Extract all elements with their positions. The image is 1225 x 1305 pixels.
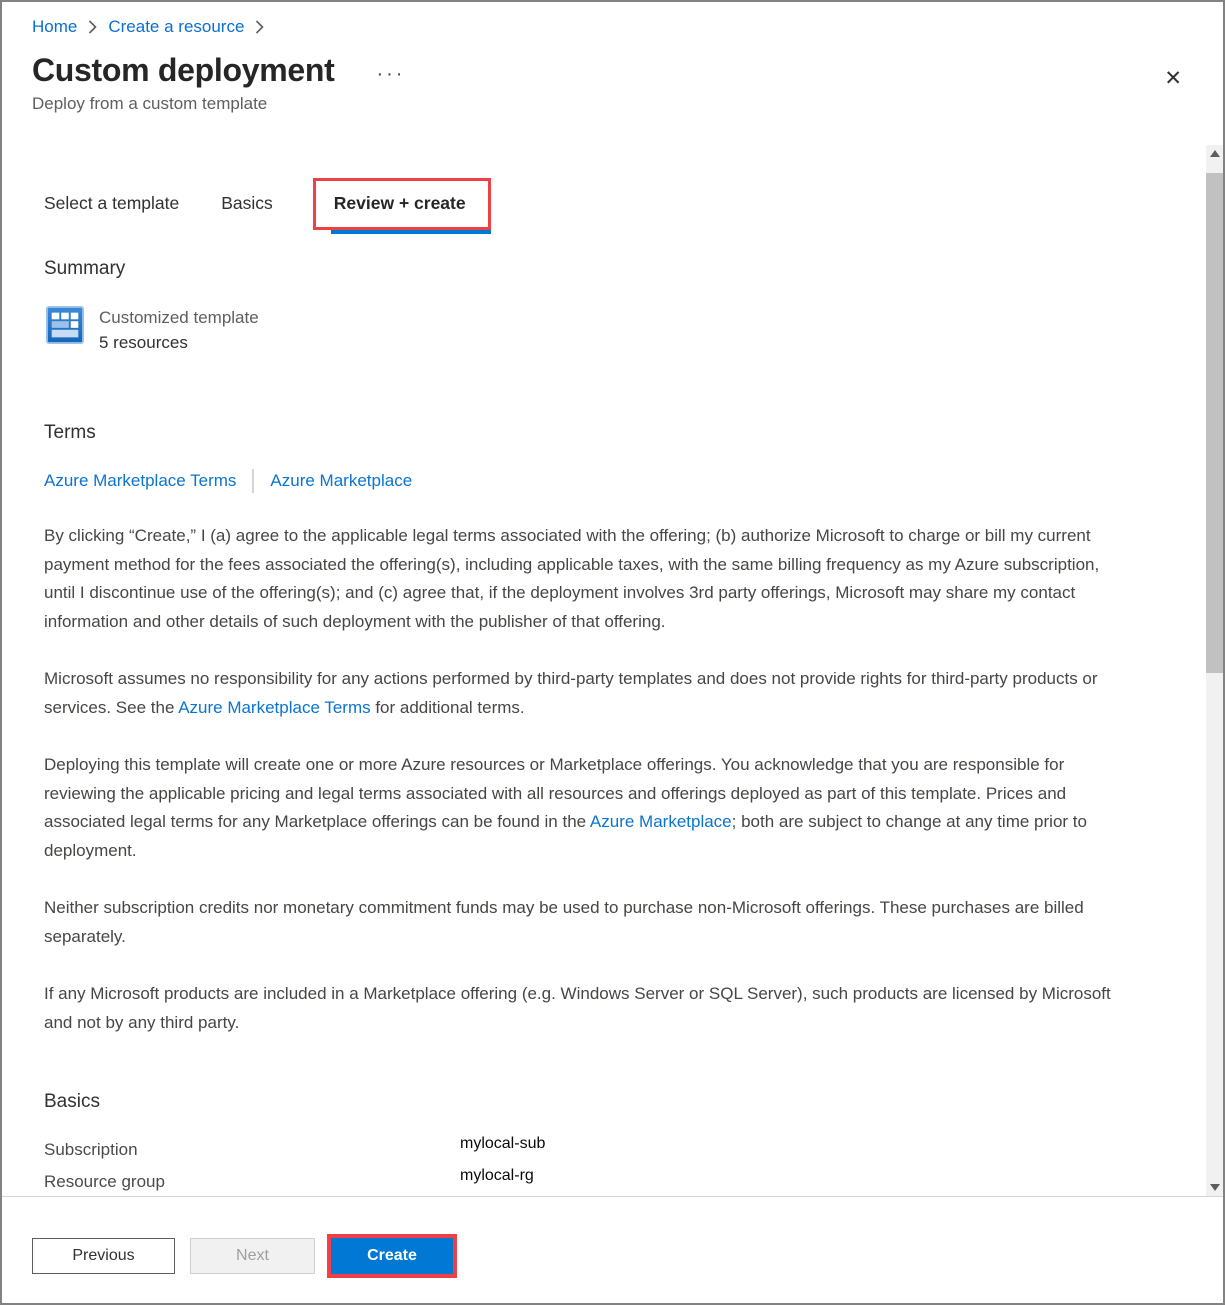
- terms-links: [44, 469, 1130, 493]
- chevron-right-icon: [255, 20, 264, 34]
- breadcrumb-create-a-resource[interactable]: Create a resource: [108, 17, 245, 36]
- inline-link[interactable]: Azure Marketplace: [589, 812, 732, 831]
- inline-link[interactable]: Azure Marketplace Terms: [178, 697, 371, 717]
- breadcrumb: [32, 17, 1193, 37]
- basics-row-subscription: [44, 1135, 1130, 1160]
- next-button[interactable]: Next: [190, 1238, 315, 1274]
- paragraph-text: By clicking “Create,” I (a) agree to the applicable legal terms associated with the offering; (b) authorize Microsoft to charge or bill my current payment method for the fees associated the offering(s), including applicable taxes, with the same billing frequency as my Azure subscription, until I discontinue use of the offering(s); and (c) agree that, if the deployment involves 3rd party offerings, Microsoft may share my contact information and other details of such deployment with the publisher of that offering.: [44, 526, 1100, 631]
- page-header: [0, 0, 1225, 145]
- scroll-down-icon[interactable]: [1206, 1179, 1223, 1196]
- page-title: Custom deployment: [32, 52, 335, 88]
- paragraph-text: ; both are subject to change at any time prior to deployment.: [44, 812, 1087, 860]
- tab-select-a-template[interactable]: Select a template: [44, 193, 180, 213]
- basics-heading: Basics: [44, 1091, 100, 1112]
- terms-paragraph: [44, 751, 1130, 865]
- terms-paragraph: [44, 522, 1130, 636]
- azure-marketplace-terms-link[interactable]: Azure Marketplace Terms: [44, 471, 237, 490]
- footer-bar: [0, 1196, 1225, 1305]
- page-subtitle: Deploy from a custom template: [32, 94, 268, 113]
- tab-basics[interactable]: Basics: [221, 193, 273, 213]
- terms-heading: Terms: [44, 422, 96, 443]
- template-icon: [46, 306, 84, 344]
- content-scroll-area: [0, 145, 1225, 1196]
- vertical-scrollbar[interactable]: [1206, 145, 1223, 1196]
- previous-button[interactable]: Previous: [32, 1238, 175, 1274]
- azure-marketplace-link[interactable]: Azure Marketplace: [270, 471, 413, 490]
- create-button[interactable]: Create: [331, 1238, 453, 1274]
- paragraph-text: Neither subscription credits nor monetary commitment funds may be used to purchase non-Microsoft offerings. These purchases are billed separately.: [44, 898, 1084, 946]
- scrollbar-thumb[interactable]: [1206, 173, 1223, 673]
- more-options-icon[interactable]: ···: [376, 62, 406, 85]
- paragraph-text: Microsoft assumes no responsibility for any actions performed by third-party templates and does not provide rights for third-party products or services. See the: [44, 669, 1098, 717]
- close-icon[interactable]: ✕: [1164, 67, 1182, 90]
- breadcrumb-home[interactable]: Home: [32, 17, 78, 36]
- resource-group-label: Resource group: [44, 1172, 165, 1191]
- link-divider: [252, 469, 254, 493]
- paragraph-text: Deploying this template will create one or more Azure resources or Marketplace offerings. You acknowledge that you are responsible for reviewing the applicable pricing and legal terms associated with all resources and offerings deployed as part of this template. Prices and associated legal terms for any Marketplace offerings can be found in the: [44, 755, 1067, 831]
- tab-review-create[interactable]: Review + create: [333, 192, 466, 213]
- terms-paragraph: [44, 665, 1130, 722]
- summary-template-name: Customized template: [99, 308, 259, 327]
- basics-row-resource-group: [44, 1167, 1130, 1192]
- scroll-up-icon[interactable]: [1206, 145, 1223, 162]
- active-tab-underline: [331, 230, 491, 234]
- subscription-value: mylocal-sub: [460, 1135, 546, 1152]
- paragraph-text: If any Microsoft products are included in a Marketplace offering (e.g. Windows Server or SQL Server), such products are licensed by Microsoft and not by any third party.: [44, 984, 1111, 1032]
- summary-template-item: [44, 306, 1130, 356]
- terms-paragraphs: [44, 522, 1130, 1037]
- chevron-right-icon: [88, 20, 97, 34]
- tab-review-create-highlight[interactable]: [313, 178, 491, 230]
- create-button-highlight: [327, 1234, 457, 1278]
- summary-resource-count: 5 resources: [99, 333, 188, 352]
- summary-heading: Summary: [44, 258, 126, 279]
- subscription-label: Subscription: [44, 1140, 138, 1159]
- terms-paragraph: [44, 894, 1130, 951]
- tab-bar: [44, 176, 1130, 231]
- paragraph-text: for additional terms.: [370, 697, 525, 717]
- terms-paragraph: [44, 980, 1130, 1037]
- resource-group-value: mylocal-rg: [460, 1167, 534, 1184]
